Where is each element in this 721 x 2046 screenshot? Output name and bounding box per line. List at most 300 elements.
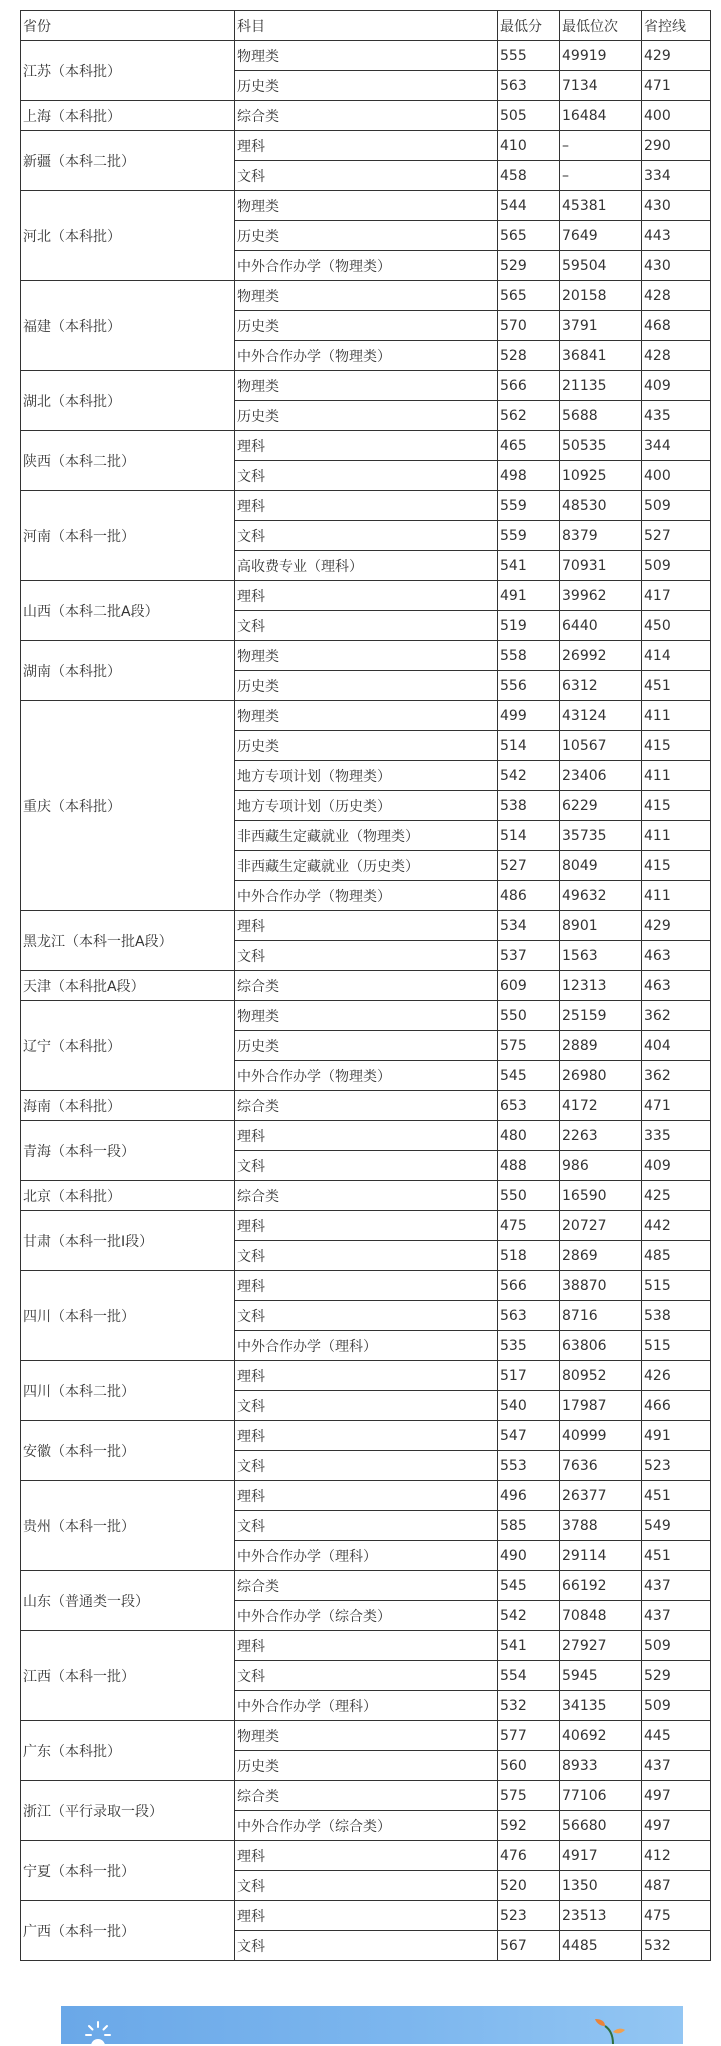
control-line-cell: 417 [642, 581, 711, 611]
subject-cell: 高收费专业（理科） [235, 551, 498, 581]
province-cell: 辽宁（本科批） [21, 1001, 235, 1091]
subject-cell: 物理类 [235, 701, 498, 731]
min-score-cell: 575 [498, 1781, 560, 1811]
min-rank-cell: 49632 [560, 881, 642, 911]
min-score-cell: 517 [498, 1361, 560, 1391]
table-header-row [21, 11, 711, 41]
province-cell: 甘肃（本科一批I段） [21, 1211, 235, 1271]
control-line-cell: 437 [642, 1601, 711, 1631]
table-row [21, 1421, 711, 1451]
control-line-cell: 437 [642, 1751, 711, 1781]
table-row [21, 1781, 711, 1811]
province-cell: 广西（本科一批） [21, 1901, 235, 1961]
min-rank-cell: 2889 [560, 1031, 642, 1061]
sun-icon [85, 2020, 111, 2046]
control-line-cell: 515 [642, 1271, 711, 1301]
control-line-cell: 509 [642, 1631, 711, 1661]
subject-cell: 理科 [235, 1271, 498, 1301]
table-row [21, 491, 711, 521]
min-score-cell: 538 [498, 791, 560, 821]
min-rank-cell: 21135 [560, 371, 642, 401]
control-line-cell: 497 [642, 1781, 711, 1811]
table-row [21, 41, 711, 71]
subject-cell: 中外合作办学（理科） [235, 1691, 498, 1721]
min-rank-cell: 4172 [560, 1091, 642, 1121]
control-line-cell: 463 [642, 941, 711, 971]
control-line-cell: 451 [642, 671, 711, 701]
min-score-cell: 566 [498, 371, 560, 401]
province-cell: 山西（本科二批A段） [21, 581, 235, 641]
min-score-cell: 556 [498, 671, 560, 701]
province-cell: 上海（本科批） [21, 101, 235, 131]
min-rank-cell: 23406 [560, 761, 642, 791]
subject-cell: 文科 [235, 1301, 498, 1331]
province-cell: 天津（本科批A段） [21, 971, 235, 1001]
control-line-cell: 425 [642, 1181, 711, 1211]
control-line-cell: 430 [642, 251, 711, 281]
control-line-cell: 497 [642, 1811, 711, 1841]
subject-cell: 物理类 [235, 1001, 498, 1031]
min-rank-cell: 7636 [560, 1451, 642, 1481]
subject-cell: 历史类 [235, 1031, 498, 1061]
min-rank-cell: 12313 [560, 971, 642, 1001]
province-cell: 四川（本科二批） [21, 1361, 235, 1421]
min-rank-cell: 29114 [560, 1541, 642, 1571]
province-cell: 黑龙江（本科一批A段） [21, 911, 235, 971]
table-body [21, 41, 711, 1961]
control-line-cell: 450 [642, 611, 711, 641]
control-line-cell: 471 [642, 71, 711, 101]
control-line-cell: 529 [642, 1661, 711, 1691]
min-rank-cell: 59504 [560, 251, 642, 281]
min-rank-cell: 40999 [560, 1421, 642, 1451]
province-cell: 重庆（本科批） [21, 701, 235, 911]
min-rank-cell: 70848 [560, 1601, 642, 1631]
min-rank-cell: 5688 [560, 401, 642, 431]
min-score-cell: 542 [498, 1601, 560, 1631]
table-row [21, 1001, 711, 1031]
table-row [21, 431, 711, 461]
province-cell: 青海（本科一段） [21, 1121, 235, 1181]
control-line-cell: 466 [642, 1391, 711, 1421]
min-rank-cell: 43124 [560, 701, 642, 731]
control-line-cell: 334 [642, 161, 711, 191]
subject-cell: 历史类 [235, 671, 498, 701]
province-cell: 浙江（平行录取一段） [21, 1781, 235, 1841]
subject-cell: 中外合作办学（理科） [235, 1331, 498, 1361]
subject-cell: 文科 [235, 1931, 498, 1961]
subject-cell: 地方专项计划（物理类） [235, 761, 498, 791]
subject-cell: 理科 [235, 1901, 498, 1931]
subject-cell: 理科 [235, 581, 498, 611]
min-rank-cell: 26992 [560, 641, 642, 671]
min-score-cell: 475 [498, 1211, 560, 1241]
bottom-banner-image [61, 2006, 683, 2044]
table-row [21, 1271, 711, 1301]
control-line-cell: 335 [642, 1121, 711, 1151]
min-rank-cell: 34135 [560, 1691, 642, 1721]
min-score-cell: 514 [498, 821, 560, 851]
province-cell: 宁夏（本科一批） [21, 1841, 235, 1901]
min-rank-cell: 8933 [560, 1751, 642, 1781]
min-rank-cell: 3788 [560, 1511, 642, 1541]
header-min-rank: 最低位次 [560, 11, 642, 41]
min-score-cell: 575 [498, 1031, 560, 1061]
min-rank-cell: 10925 [560, 461, 642, 491]
subject-cell: 理科 [235, 1421, 498, 1451]
province-cell: 江西（本科一批） [21, 1631, 235, 1721]
min-rank-cell: 6312 [560, 671, 642, 701]
subject-cell: 文科 [235, 1241, 498, 1271]
table-row [21, 1571, 711, 1601]
min-rank-cell: – [560, 131, 642, 161]
min-score-cell: 559 [498, 521, 560, 551]
control-line-cell: 400 [642, 101, 711, 131]
control-line-cell: 468 [642, 311, 711, 341]
control-line-cell: 400 [642, 461, 711, 491]
min-rank-cell: 26980 [560, 1061, 642, 1091]
control-line-cell: 509 [642, 491, 711, 521]
province-cell: 江苏（本科批） [21, 41, 235, 101]
min-rank-cell: 20727 [560, 1211, 642, 1241]
table-row [21, 1361, 711, 1391]
subject-cell: 文科 [235, 1451, 498, 1481]
subject-cell: 理科 [235, 1481, 498, 1511]
min-score-cell: 562 [498, 401, 560, 431]
control-line-cell: 435 [642, 401, 711, 431]
min-score-cell: 559 [498, 491, 560, 521]
min-score-cell: 547 [498, 1421, 560, 1451]
table-row [21, 371, 711, 401]
subject-cell: 理科 [235, 911, 498, 941]
min-score-cell: 540 [498, 1391, 560, 1421]
header-subject: 科目 [235, 11, 498, 41]
control-line-cell: 344 [642, 431, 711, 461]
min-rank-cell: 23513 [560, 1901, 642, 1931]
min-score-cell: 458 [498, 161, 560, 191]
subject-cell: 综合类 [235, 1181, 498, 1211]
min-rank-cell: 38870 [560, 1271, 642, 1301]
control-line-cell: 509 [642, 1691, 711, 1721]
min-rank-cell: 63806 [560, 1331, 642, 1361]
control-line-cell: 527 [642, 521, 711, 551]
province-cell: 湖南（本科批） [21, 641, 235, 701]
province-cell: 新疆（本科二批） [21, 131, 235, 191]
min-rank-cell: 45381 [560, 191, 642, 221]
subject-cell: 地方专项计划（历史类） [235, 791, 498, 821]
min-score-cell: 541 [498, 1631, 560, 1661]
min-score-cell: 518 [498, 1241, 560, 1271]
min-rank-cell: 25159 [560, 1001, 642, 1031]
control-line-cell: 509 [642, 551, 711, 581]
admission-score-table [20, 10, 711, 1961]
control-line-cell: 409 [642, 371, 711, 401]
min-score-cell: 537 [498, 941, 560, 971]
province-cell: 福建（本科批） [21, 281, 235, 371]
table-row [21, 581, 711, 611]
min-score-cell: 609 [498, 971, 560, 1001]
control-line-cell: 362 [642, 1061, 711, 1091]
subject-cell: 物理类 [235, 371, 498, 401]
table-row [21, 101, 711, 131]
min-rank-cell: 80952 [560, 1361, 642, 1391]
min-rank-cell: 40692 [560, 1721, 642, 1751]
control-line-cell: 549 [642, 1511, 711, 1541]
min-score-cell: 567 [498, 1931, 560, 1961]
table-row [21, 131, 711, 161]
table-row [21, 1721, 711, 1751]
min-score-cell: 410 [498, 131, 560, 161]
min-rank-cell: 70931 [560, 551, 642, 581]
control-line-cell: 426 [642, 1361, 711, 1391]
subject-cell: 历史类 [235, 311, 498, 341]
table-row [21, 1211, 711, 1241]
min-score-cell: 550 [498, 1001, 560, 1031]
min-score-cell: 545 [498, 1061, 560, 1091]
min-score-cell: 558 [498, 641, 560, 671]
control-line-cell: 409 [642, 1151, 711, 1181]
subject-cell: 理科 [235, 1121, 498, 1151]
min-score-cell: 563 [498, 71, 560, 101]
control-line-cell: 451 [642, 1541, 711, 1571]
subject-cell: 综合类 [235, 1781, 498, 1811]
control-line-cell: 451 [642, 1481, 711, 1511]
control-line-cell: 362 [642, 1001, 711, 1031]
min-score-cell: 505 [498, 101, 560, 131]
subject-cell: 中外合作办学（物理类） [235, 251, 498, 281]
control-line-cell: 471 [642, 1091, 711, 1121]
province-cell: 广东（本科批） [21, 1721, 235, 1781]
min-score-cell: 553 [498, 1451, 560, 1481]
province-cell: 山东（普通类一段） [21, 1571, 235, 1631]
control-line-cell: 428 [642, 281, 711, 311]
min-score-cell: 566 [498, 1271, 560, 1301]
min-rank-cell: 8379 [560, 521, 642, 551]
min-rank-cell: – [560, 161, 642, 191]
min-score-cell: 532 [498, 1691, 560, 1721]
table-row [21, 971, 711, 1001]
min-rank-cell: 27927 [560, 1631, 642, 1661]
subject-cell: 中外合作办学（物理类） [235, 341, 498, 371]
control-line-cell: 412 [642, 1841, 711, 1871]
min-score-cell: 498 [498, 461, 560, 491]
min-score-cell: 565 [498, 281, 560, 311]
min-rank-cell: 7649 [560, 221, 642, 251]
table-row [21, 1631, 711, 1661]
control-line-cell: 475 [642, 1901, 711, 1931]
subject-cell: 非西藏生定藏就业（物理类） [235, 821, 498, 851]
min-score-cell: 514 [498, 731, 560, 761]
control-line-cell: 515 [642, 1331, 711, 1361]
subject-cell: 文科 [235, 1511, 498, 1541]
min-score-cell: 486 [498, 881, 560, 911]
control-line-cell: 485 [642, 1241, 711, 1271]
min-score-cell: 563 [498, 1301, 560, 1331]
subject-cell: 文科 [235, 461, 498, 491]
min-rank-cell: 7134 [560, 71, 642, 101]
control-line-cell: 411 [642, 881, 711, 911]
province-cell: 北京（本科批） [21, 1181, 235, 1211]
control-line-cell: 442 [642, 1211, 711, 1241]
province-cell: 四川（本科一批） [21, 1271, 235, 1361]
control-line-cell: 532 [642, 1931, 711, 1961]
subject-cell: 中外合作办学（物理类） [235, 881, 498, 911]
control-line-cell: 429 [642, 911, 711, 941]
control-line-cell: 415 [642, 731, 711, 761]
subject-cell: 理科 [235, 491, 498, 521]
min-rank-cell: 77106 [560, 1781, 642, 1811]
subject-cell: 综合类 [235, 1571, 498, 1601]
min-score-cell: 491 [498, 581, 560, 611]
subject-cell: 文科 [235, 161, 498, 191]
min-score-cell: 465 [498, 431, 560, 461]
control-line-cell: 491 [642, 1421, 711, 1451]
min-rank-cell: 66192 [560, 1571, 642, 1601]
min-score-cell: 499 [498, 701, 560, 731]
control-line-cell: 414 [642, 641, 711, 671]
header-control-line: 省控线 [642, 11, 711, 41]
control-line-cell: 430 [642, 191, 711, 221]
province-cell: 湖北（本科批） [21, 371, 235, 431]
table-row [21, 1181, 711, 1211]
table-row [21, 281, 711, 311]
min-rank-cell: 986 [560, 1151, 642, 1181]
min-score-cell: 585 [498, 1511, 560, 1541]
min-rank-cell: 1563 [560, 941, 642, 971]
min-rank-cell: 8049 [560, 851, 642, 881]
province-cell: 贵州（本科一批） [21, 1481, 235, 1571]
subject-cell: 文科 [235, 1871, 498, 1901]
sprout-icon [591, 2018, 631, 2044]
subject-cell: 理科 [235, 131, 498, 161]
subject-cell: 理科 [235, 1841, 498, 1871]
min-score-cell: 541 [498, 551, 560, 581]
min-rank-cell: 16590 [560, 1181, 642, 1211]
min-score-cell: 527 [498, 851, 560, 881]
subject-cell: 综合类 [235, 101, 498, 131]
min-score-cell: 490 [498, 1541, 560, 1571]
min-score-cell: 577 [498, 1721, 560, 1751]
min-score-cell: 550 [498, 1181, 560, 1211]
min-rank-cell: 8901 [560, 911, 642, 941]
table-row [21, 1121, 711, 1151]
min-score-cell: 535 [498, 1331, 560, 1361]
min-score-cell: 544 [498, 191, 560, 221]
province-cell: 安徽（本科一批） [21, 1421, 235, 1481]
min-score-cell: 496 [498, 1481, 560, 1511]
province-cell: 河北（本科批） [21, 191, 235, 281]
min-score-cell: 554 [498, 1661, 560, 1691]
header-province: 省份 [21, 11, 235, 41]
subject-cell: 物理类 [235, 281, 498, 311]
subject-cell: 文科 [235, 611, 498, 641]
province-cell: 海南（本科批） [21, 1091, 235, 1121]
min-rank-cell: 26377 [560, 1481, 642, 1511]
subject-cell: 历史类 [235, 1751, 498, 1781]
subject-cell: 物理类 [235, 1721, 498, 1751]
subject-cell: 文科 [235, 1661, 498, 1691]
min-score-cell: 542 [498, 761, 560, 791]
subject-cell: 理科 [235, 1631, 498, 1661]
control-line-cell: 463 [642, 971, 711, 1001]
table-row [21, 701, 711, 731]
control-line-cell: 429 [642, 41, 711, 71]
table-row [21, 1091, 711, 1121]
subject-cell: 历史类 [235, 71, 498, 101]
province-cell: 陕西（本科二批） [21, 431, 235, 491]
subject-cell: 物理类 [235, 641, 498, 671]
min-score-cell: 488 [498, 1151, 560, 1181]
control-line-cell: 443 [642, 221, 711, 251]
min-score-cell: 480 [498, 1121, 560, 1151]
control-line-cell: 445 [642, 1721, 711, 1751]
table-row [21, 911, 711, 941]
min-rank-cell: 5945 [560, 1661, 642, 1691]
control-line-cell: 428 [642, 341, 711, 371]
min-score-cell: 653 [498, 1091, 560, 1121]
subject-cell: 文科 [235, 521, 498, 551]
min-score-cell: 528 [498, 341, 560, 371]
min-rank-cell: 2869 [560, 1241, 642, 1271]
subject-cell: 中外合作办学（综合类） [235, 1811, 498, 1841]
subject-cell: 历史类 [235, 731, 498, 761]
table-row [21, 641, 711, 671]
min-score-cell: 519 [498, 611, 560, 641]
min-score-cell: 555 [498, 41, 560, 71]
subject-cell: 综合类 [235, 1091, 498, 1121]
control-line-cell: 404 [642, 1031, 711, 1061]
subject-cell: 物理类 [235, 41, 498, 71]
table-row [21, 1901, 711, 1931]
min-rank-cell: 48530 [560, 491, 642, 521]
subject-cell: 理科 [235, 431, 498, 461]
control-line-cell: 523 [642, 1451, 711, 1481]
province-cell: 河南（本科一批） [21, 491, 235, 581]
subject-cell: 非西藏生定藏就业（历史类） [235, 851, 498, 881]
min-rank-cell: 3791 [560, 311, 642, 341]
control-line-cell: 411 [642, 761, 711, 791]
min-score-cell: 523 [498, 1901, 560, 1931]
min-rank-cell: 4485 [560, 1931, 642, 1961]
subject-cell: 历史类 [235, 401, 498, 431]
min-score-cell: 476 [498, 1841, 560, 1871]
control-line-cell: 411 [642, 701, 711, 731]
table-row [21, 1841, 711, 1871]
min-score-cell: 560 [498, 1751, 560, 1781]
min-rank-cell: 1350 [560, 1871, 642, 1901]
min-rank-cell: 10567 [560, 731, 642, 761]
subject-cell: 中外合作办学（物理类） [235, 1061, 498, 1091]
min-rank-cell: 4917 [560, 1841, 642, 1871]
table-row [21, 191, 711, 221]
min-rank-cell: 16484 [560, 101, 642, 131]
control-line-cell: 415 [642, 791, 711, 821]
subject-cell: 物理类 [235, 191, 498, 221]
subject-cell: 理科 [235, 1211, 498, 1241]
subject-cell: 中外合作办学（综合类） [235, 1601, 498, 1631]
header-min-score: 最低分 [498, 11, 560, 41]
min-score-cell: 545 [498, 1571, 560, 1601]
subject-cell: 中外合作办学（理科） [235, 1541, 498, 1571]
min-score-cell: 565 [498, 221, 560, 251]
min-score-cell: 570 [498, 311, 560, 341]
subject-cell: 文科 [235, 1391, 498, 1421]
min-rank-cell: 20158 [560, 281, 642, 311]
min-rank-cell: 6440 [560, 611, 642, 641]
control-line-cell: 487 [642, 1871, 711, 1901]
min-score-cell: 520 [498, 1871, 560, 1901]
min-rank-cell: 2263 [560, 1121, 642, 1151]
